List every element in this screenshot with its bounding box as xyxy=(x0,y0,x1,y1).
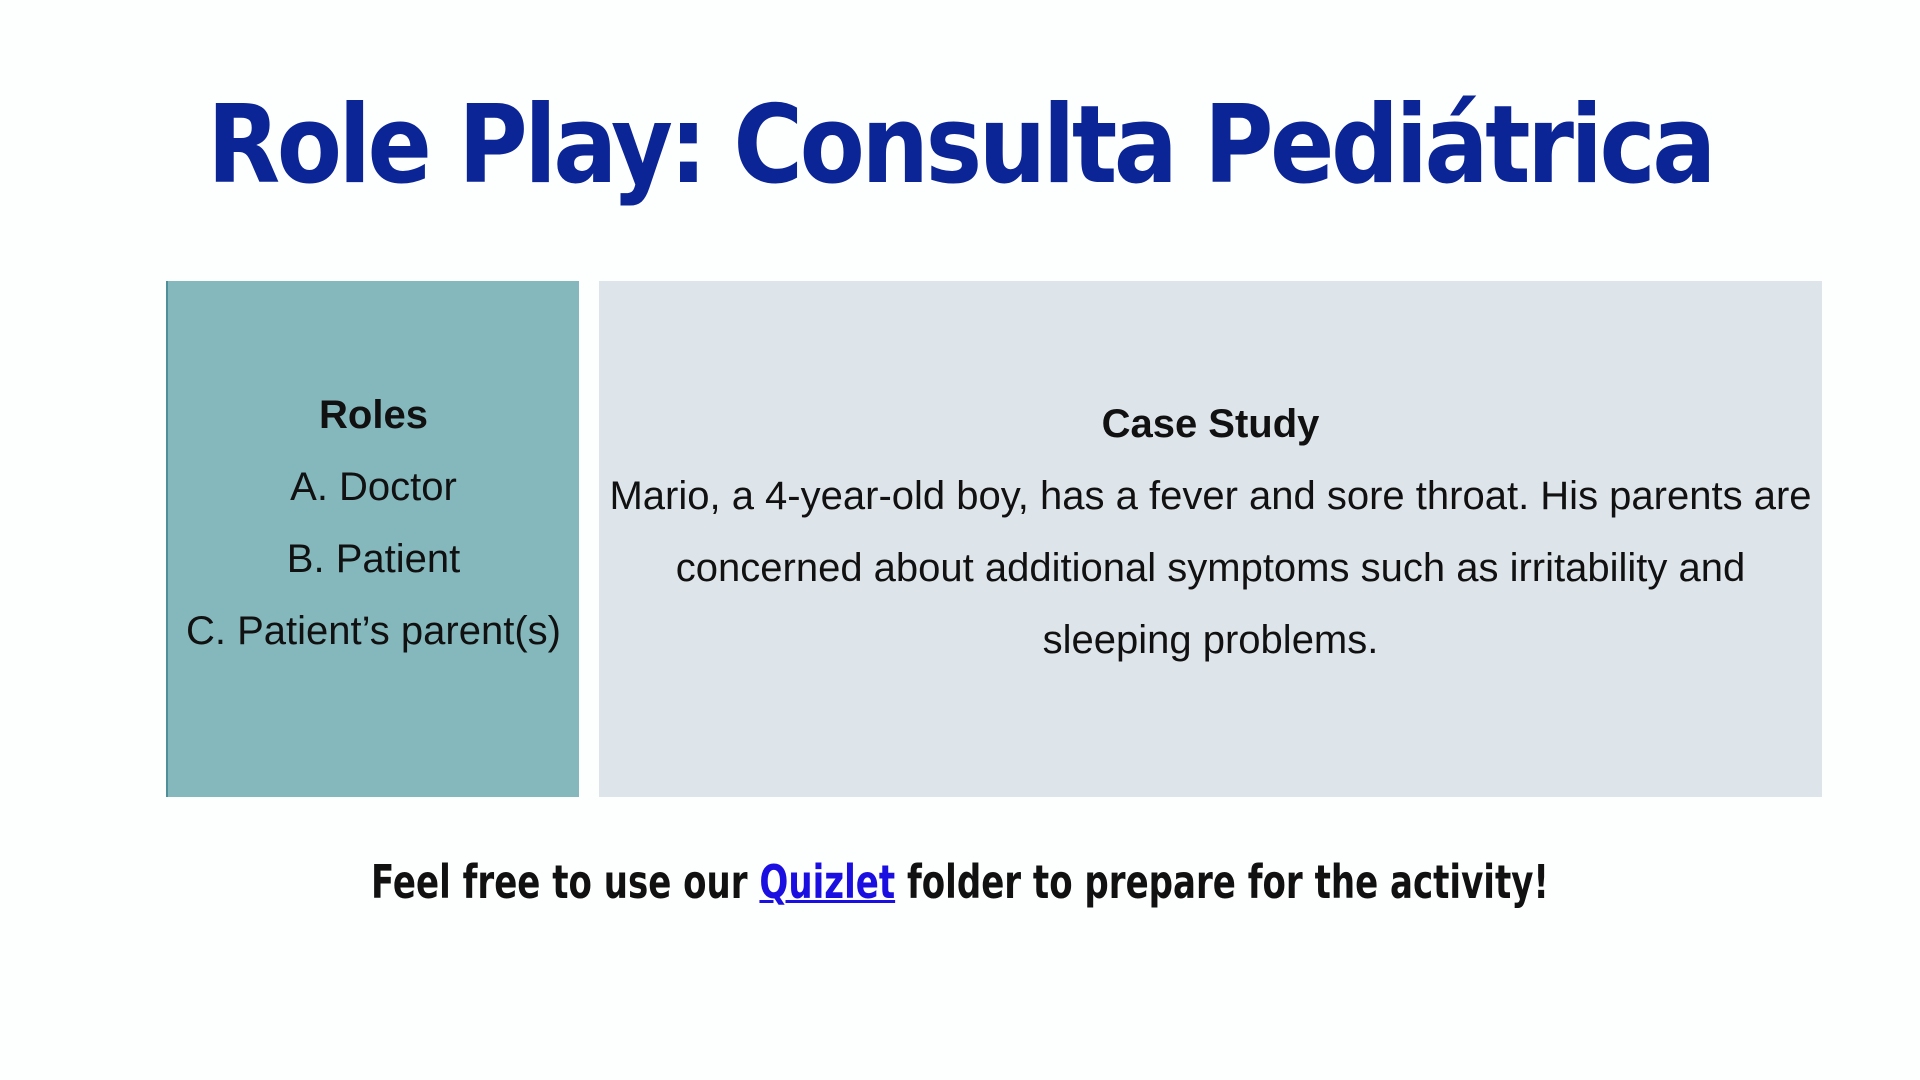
quizlet-link[interactable]: Quizlet xyxy=(759,855,896,909)
role-item-doctor: A. Doctor xyxy=(290,465,457,509)
case-study-panel xyxy=(599,281,1822,797)
roles-panel xyxy=(166,281,579,797)
case-study-heading: Case Study xyxy=(1101,402,1320,446)
role-item-parents: C. Patient’s parent(s) xyxy=(186,609,561,653)
footer-suffix: folder to prepare for the activity! xyxy=(895,855,1549,909)
slide-title: Role Play: Consulta Pediátrica xyxy=(207,83,1713,208)
roles-heading: Roles xyxy=(319,393,428,437)
footer-prefix: Feel free to use our xyxy=(371,855,760,909)
case-study-text: Mario, a 4-year-old boy, has a fever and sore throat. His parents are concerned about additional symptoms such as irritability and sleeping problems. xyxy=(609,474,1812,662)
role-item-patient: B. Patient xyxy=(286,537,461,581)
footer-note xyxy=(250,852,1671,912)
